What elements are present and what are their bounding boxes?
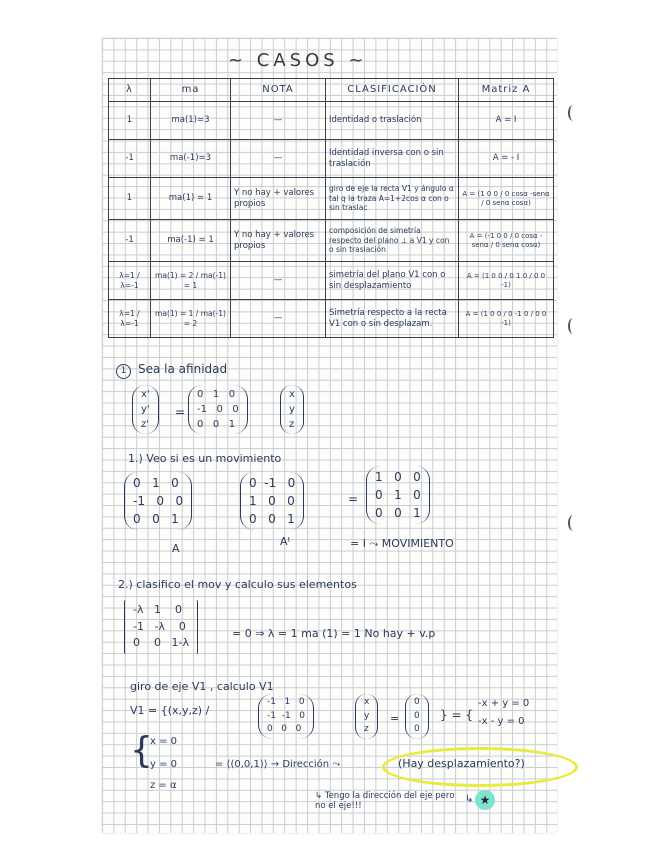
exercise-number-badge: 1: [116, 364, 131, 379]
cell-ma: ma(-1)=3: [151, 140, 231, 178]
solution-direction: = ⟨(0,0,1)⟩ → Dirección ⤳: [215, 759, 341, 770]
system-equation-2: -x - y = 0: [478, 716, 525, 727]
cell-lambda: 1: [109, 178, 151, 220]
cell-ma: ma(1) = 1: [151, 178, 231, 220]
cell-ma: ma(1)=3: [151, 102, 231, 140]
label-a: A: [172, 542, 180, 555]
star-sticker-icon: ★: [475, 790, 495, 810]
label-a-transpose: Aᵗ: [280, 535, 291, 548]
matrix-a: 0 1 0 -1 0 0 0 0 1: [124, 472, 192, 530]
cell-nota: Y no hay + valores propios: [231, 220, 326, 262]
step1-title: 1.) Veo si es un movimiento: [128, 452, 282, 465]
cell-clasificacion: Identidad o traslación: [326, 102, 459, 140]
determinant-result: = 0 ⇒ λ = 1 ma (1) = 1 No hay + v.p: [232, 627, 436, 640]
cell-lambda: -1: [109, 140, 151, 178]
cell-clasificacion: Simetría respecto a la recta V1 con o sin desplazam.: [326, 300, 459, 338]
cell-clasificacion: simetría del plano V1 con o sin desplazamiento: [326, 262, 459, 300]
header-nota: NOTA: [231, 79, 326, 102]
binder-ring-mark: [568, 515, 578, 531]
cell-nota: Y no hay + valores propios: [231, 178, 326, 220]
cell-matriz: A = (-1 0 0 / 0 cosα -senα / 0 senα cosα): [459, 220, 554, 262]
matrix-a-transpose: 0 -1 0 1 0 0 0 0 1: [240, 472, 304, 530]
table-row: [109, 140, 554, 178]
cell-clasificacion: giro de eje la recta V1 y ángulo α tal q la traza A=1+2cos α con o sin traslac: [326, 178, 459, 220]
cell-ma: ma(1) = 2 / ma(-1) = 1: [151, 262, 231, 300]
cell-matriz: A = (1 0 0 / 0 1 0 / 0 0 -1): [459, 262, 554, 300]
cell-matriz: A = (1 0 0 / 0 -1 0 / 0 0 -1): [459, 300, 554, 338]
table-row: [109, 102, 554, 140]
cell-nota: —: [231, 300, 326, 338]
cell-clasificacion: Identidad inversa con o sin traslación: [326, 140, 459, 178]
v1-definition: V1 = {(x,y,z) /: [130, 704, 210, 717]
header-matriz: Matriz A: [459, 79, 554, 102]
system-equation-1: -x + y = 0: [478, 698, 530, 709]
table-header-row: [109, 79, 554, 102]
highlight-question: (Hay desplazamiento?): [398, 757, 525, 770]
cases-table: [108, 78, 554, 338]
note-arrow: ↳: [465, 794, 474, 805]
solution-brace: {: [130, 730, 153, 771]
table-row: [109, 300, 554, 338]
cell-lambda: λ=1 / λ=-1: [109, 300, 151, 338]
zero-vector: 0 0 0: [405, 694, 429, 739]
table-row: [109, 178, 554, 220]
cell-matriz: A = - I: [459, 140, 554, 178]
cell-matriz: A = I: [459, 102, 554, 140]
equals-sign: =: [348, 492, 359, 506]
page-title: ~ CASOS ~: [228, 50, 368, 71]
binder-ring-mark: [568, 105, 578, 121]
equals-sign: =: [390, 712, 400, 725]
solution-row: x = 0: [150, 736, 178, 747]
step2-title: 2.) clasifico el mov y calculo sus elementos: [118, 578, 357, 591]
binder-ring-mark: [568, 318, 578, 334]
table-row: [109, 220, 554, 262]
table-row: [109, 262, 554, 300]
cell-nota: —: [231, 102, 326, 140]
cell-matriz: A = (1 0 0 / 0 cosα -senα / 0 senα cosα): [459, 178, 554, 220]
cell-lambda: 1: [109, 102, 151, 140]
system-vector: x y z: [355, 694, 378, 739]
cell-lambda: -1: [109, 220, 151, 262]
vector-xyz: x y z: [280, 385, 304, 434]
header-clasificacion: CLASIFICACIÓN: [326, 79, 459, 102]
brace-equals: } = {: [440, 708, 473, 722]
solution-row: z = α: [150, 780, 177, 791]
cell-nota: —: [231, 140, 326, 178]
matrix-a-intro: 0 1 0 -1 0 0 0 0 1: [188, 385, 248, 434]
vector-prime: x' y' z': [132, 385, 159, 434]
cell-ma: ma(-1) = 1: [151, 220, 231, 262]
header-lambda: λ: [109, 79, 151, 102]
solution-row: y = 0: [150, 759, 178, 770]
header-ma: ma: [151, 79, 231, 102]
movement-conclusion: = I ⤳ MOVIMIENTO: [350, 537, 454, 550]
equals-sign: =: [175, 405, 186, 419]
matrix-identity: 1 0 0 0 1 0 0 0 1: [366, 466, 430, 524]
cell-ma: ma(1) = 1 / ma(-1) = 2: [151, 300, 231, 338]
cell-lambda: λ=1 / λ=-1: [109, 262, 151, 300]
cell-clasificacion: composición de simetría respecto del plano ⊥ a V1 y con o sin traslación: [326, 220, 459, 262]
determinant-matrix: -λ 1 0 -1 -λ 0 0 0 1-λ: [124, 600, 198, 654]
margin-note: ↳ Tengo la dirección del eje pero no el eje!!!: [315, 791, 455, 811]
cell-nota: —: [231, 262, 326, 300]
giro-line: giro de eje V1 , calculo V1: [130, 680, 274, 693]
exercise-intro: Sea la afinidad: [138, 362, 228, 376]
system-matrix: -1 1 0 -1 -1 0 0 0 0: [258, 694, 314, 739]
